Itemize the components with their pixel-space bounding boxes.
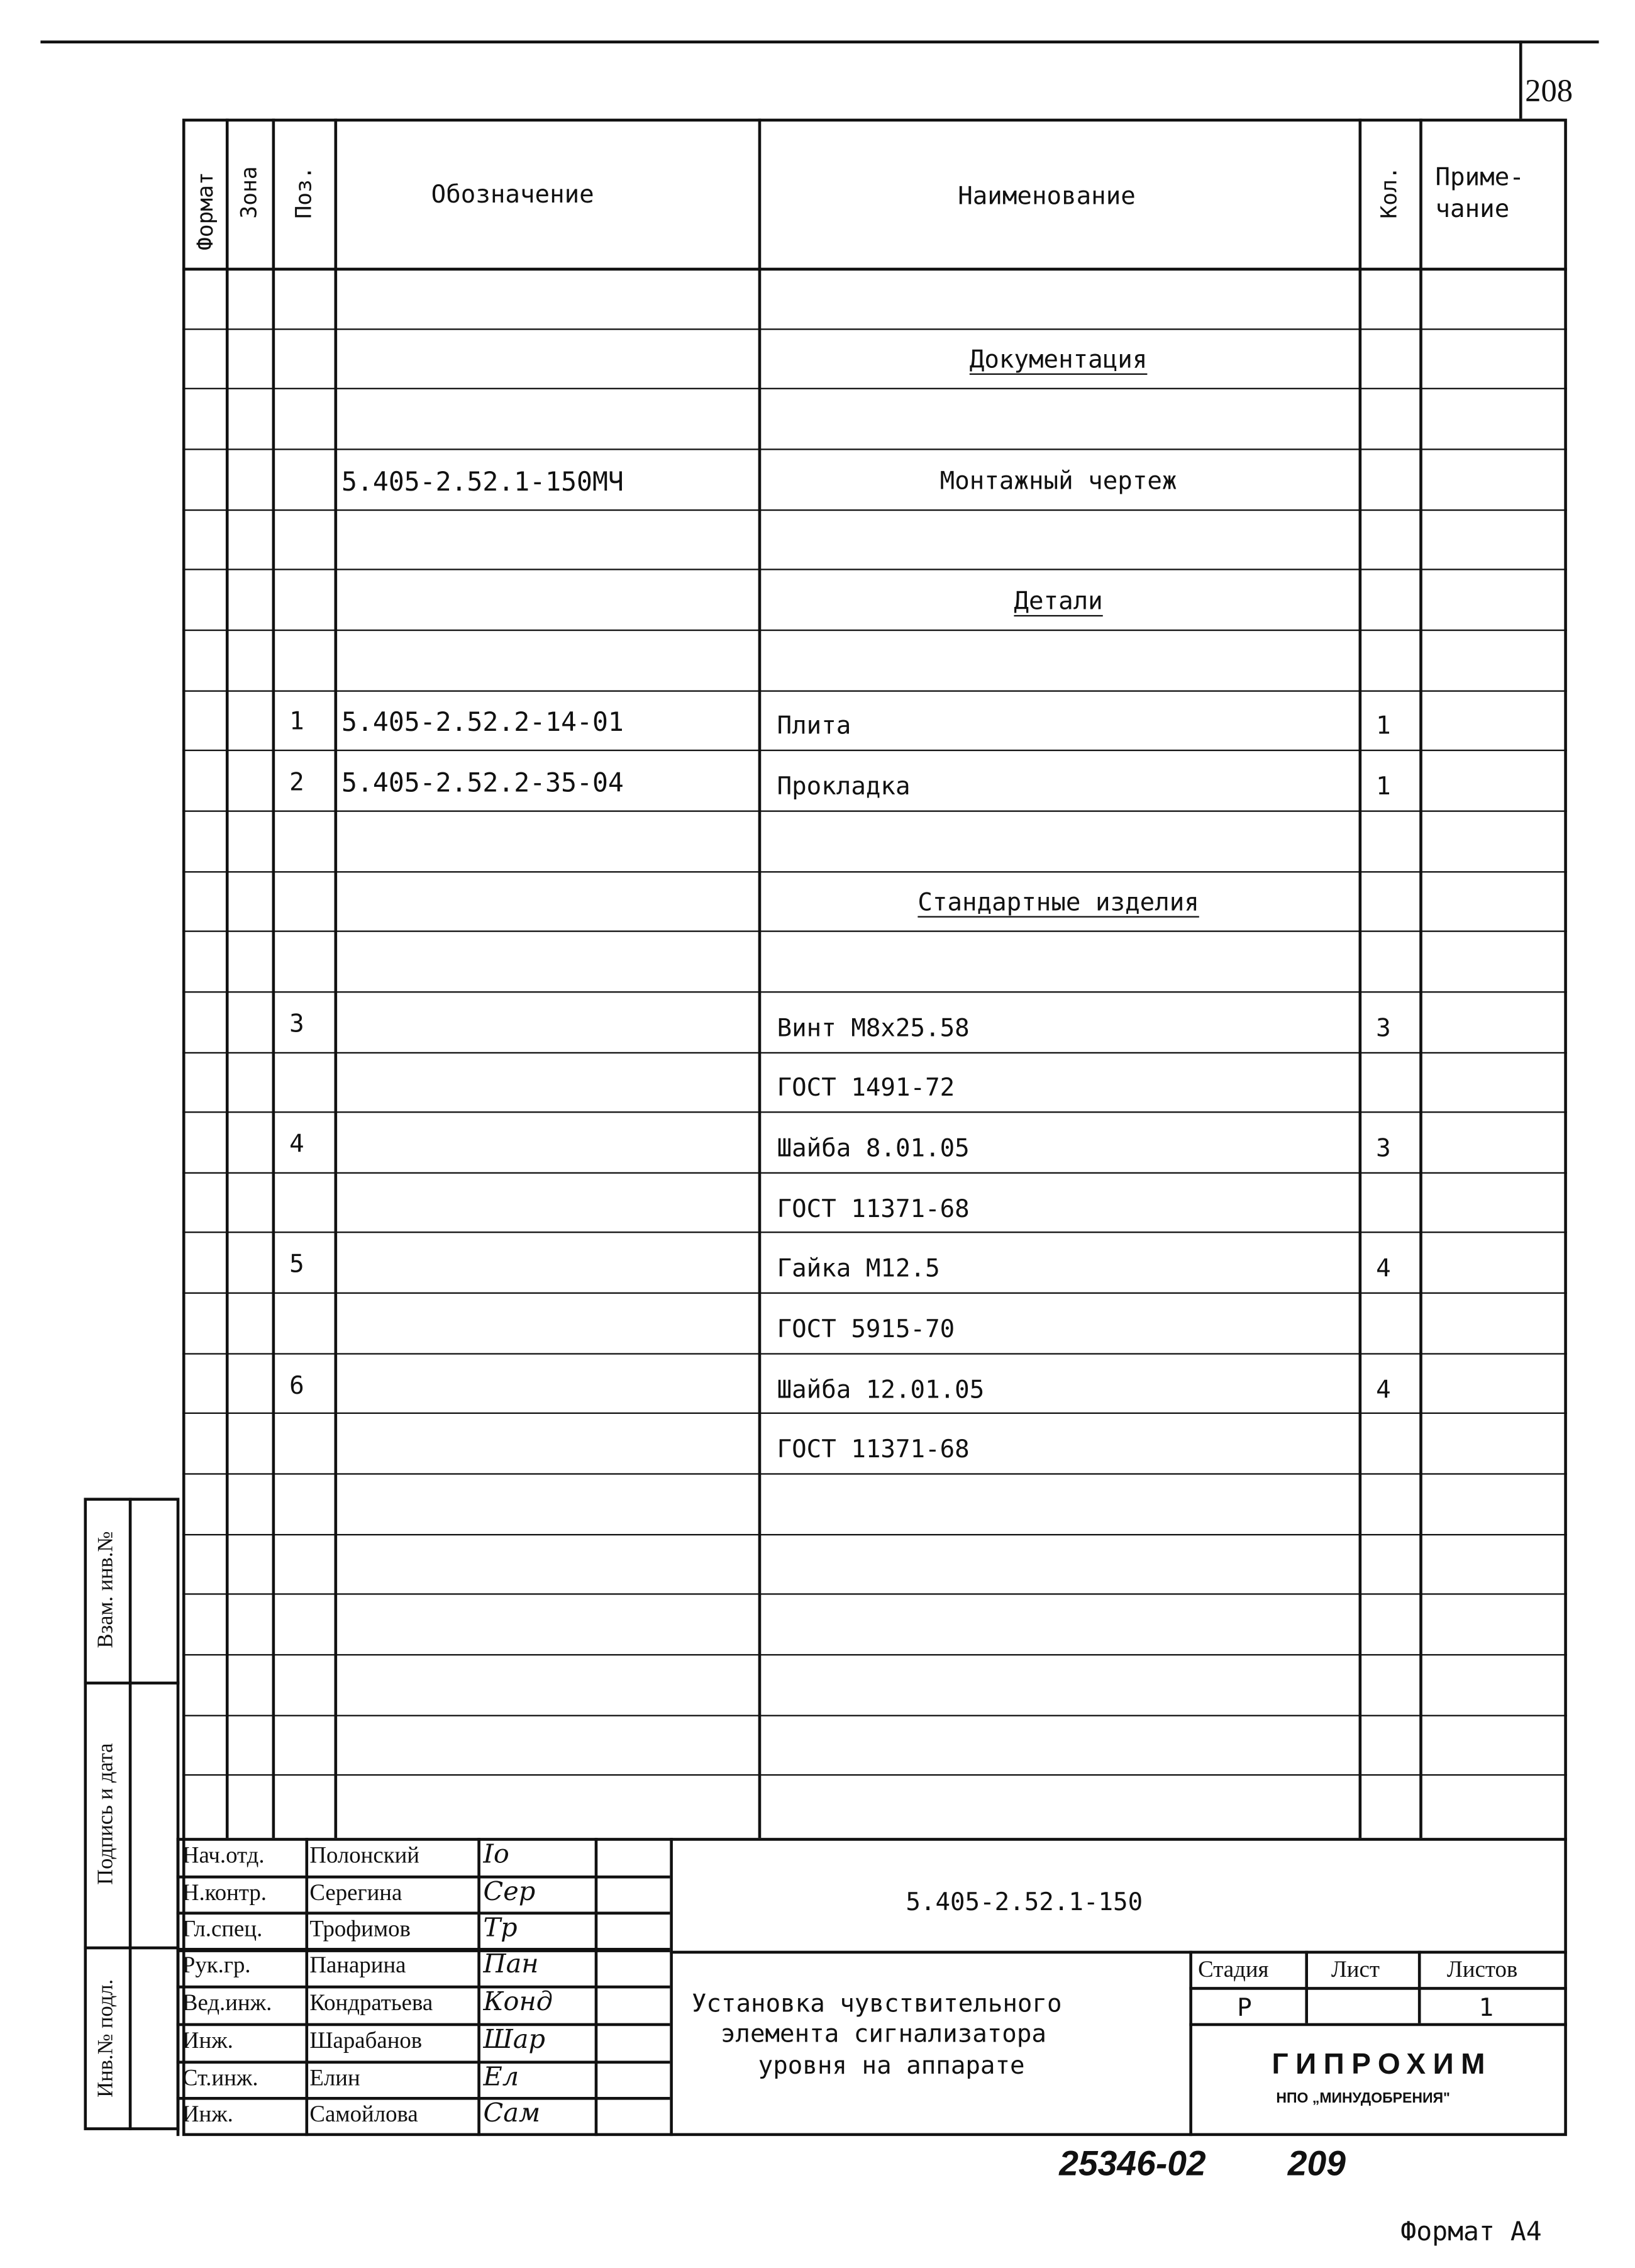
- row-qty: 4: [1376, 1376, 1391, 1405]
- signature-role: Инж.: [182, 2103, 233, 2128]
- sheet-number-border: [1519, 40, 1522, 118]
- signature-person: Кондратьева: [309, 1991, 433, 2016]
- row-divider: [182, 1232, 1567, 1233]
- signature-row-divider: [177, 2023, 670, 2026]
- row-divider: [182, 1413, 1567, 1415]
- stamp-number: 25346-02: [1059, 2144, 1206, 2184]
- row-divider: [182, 328, 1567, 329]
- row-pos: 2: [289, 768, 304, 798]
- section-heading: Документация: [969, 346, 1148, 376]
- format-label: Формат А4: [1400, 2216, 1542, 2248]
- title-block-line: [1189, 1987, 1567, 1990]
- title-block-line: [670, 1838, 673, 2136]
- row-divider: [182, 1473, 1567, 1474]
- row-divider: [182, 630, 1567, 631]
- title-line-1: Установка чувствительного: [691, 1989, 1062, 2019]
- row-pos: 1: [289, 708, 304, 738]
- row-divider: [182, 1594, 1567, 1595]
- row-name: ГОСТ 5915-70: [777, 1315, 955, 1345]
- signature-person: Елин: [309, 2066, 360, 2091]
- side-strip-divider: [129, 1498, 132, 2130]
- header-qty: Кол.: [1376, 166, 1402, 219]
- row-name: Прокладка: [777, 772, 911, 802]
- signature-person: Панарина: [309, 1954, 406, 1979]
- handwritten-signature: Тр: [483, 1913, 518, 1944]
- row-name: Винт М8х25.58: [777, 1014, 970, 1043]
- signature-role: Гл.спец.: [182, 1917, 263, 1942]
- row-designation: 5.405-2.52.2-14-01: [341, 708, 624, 739]
- signature-person: Трофимов: [309, 1917, 411, 1942]
- org-name: ГИПРОХИМ: [1272, 2049, 1493, 2081]
- row-divider: [182, 1292, 1567, 1294]
- signature-role: Нач.отд.: [182, 1843, 265, 1869]
- header-pos: Поз.: [291, 166, 317, 219]
- stage-value: Р: [1237, 1994, 1252, 2023]
- column-divider: [272, 119, 275, 1838]
- handwritten-signature: Пан: [483, 1949, 539, 1980]
- header-note-1: Приме-: [1435, 164, 1524, 193]
- row-divider: [182, 810, 1567, 811]
- handwritten-signature: Іо: [483, 1839, 509, 1870]
- signature-role: Н.контр.: [182, 1881, 267, 1906]
- row-divider: [182, 931, 1567, 932]
- stamp-page: 209: [1287, 2144, 1346, 2184]
- signature-row-divider: [177, 1986, 670, 1989]
- signature-role: Инж.: [182, 2028, 233, 2054]
- row-name: Шайба 8.01.05: [777, 1134, 970, 1164]
- title-block-line: [1189, 1951, 1192, 2137]
- column-divider: [1419, 119, 1422, 1838]
- row-divider: [182, 388, 1567, 389]
- handwritten-signature: Конд: [483, 1987, 553, 2018]
- row-divider: [182, 569, 1567, 570]
- row-divider: [182, 1052, 1567, 1053]
- signature-row-divider: [177, 2060, 670, 2064]
- signature-row-divider: [177, 1948, 670, 1952]
- stage-label: Стадия: [1198, 1958, 1269, 1983]
- signature-row-divider: [177, 1876, 670, 1879]
- sheet-number: 208: [1525, 72, 1573, 109]
- signature-person: Самойлова: [309, 2103, 418, 2128]
- row-name: Монтажный чертеж: [939, 467, 1177, 496]
- handwritten-signature: Шар: [483, 2024, 545, 2055]
- header-designation: Обозначение: [431, 181, 594, 210]
- row-qty: 3: [1376, 1134, 1391, 1164]
- side-sign-date: Подпись и дата: [94, 1743, 118, 1885]
- row-qty: 1: [1376, 772, 1391, 802]
- signature-person: Серегина: [309, 1881, 402, 1906]
- row-pos: 4: [289, 1130, 304, 1159]
- title-block-top: [177, 1838, 1567, 1841]
- title-line-2: элемента сигнализатора: [720, 2020, 1046, 2050]
- row-divider: [182, 1775, 1567, 1776]
- row-pos: 5: [289, 1250, 304, 1280]
- side-replace-inv: Взам. инв.№: [94, 1531, 118, 1648]
- side-inv-orig: Инв.№ подл.: [94, 1979, 118, 2098]
- header-note-2: чание: [1435, 195, 1510, 225]
- row-divider: [182, 509, 1567, 510]
- column-divider: [1359, 119, 1362, 1838]
- handwritten-signature: Сер: [483, 1877, 536, 1908]
- section-heading: Детали: [1014, 587, 1103, 617]
- org-subtitle: НПО „МИНУДОБРЕНИЯ": [1276, 2091, 1450, 2108]
- row-divider: [182, 1353, 1567, 1354]
- column-divider: [335, 119, 338, 1838]
- document-code: 5.405-2.52.1-150: [906, 1888, 1143, 1918]
- signature-role: Ст.инж.: [182, 2066, 258, 2091]
- row-divider: [182, 870, 1567, 872]
- row-name: Плита: [777, 712, 851, 742]
- row-name: ГОСТ 1491-72: [777, 1074, 955, 1104]
- title-block-line: [1189, 2023, 1567, 2026]
- row-pos: 6: [289, 1371, 304, 1401]
- title-block-line: [670, 1951, 1567, 1954]
- signature-row-divider: [177, 1911, 670, 1915]
- row-divider: [182, 1654, 1567, 1655]
- row-divider: [182, 1111, 1567, 1113]
- row-qty: 3: [1376, 1014, 1391, 1043]
- row-divider: [182, 1715, 1567, 1716]
- row-divider: [182, 690, 1567, 691]
- sheets-value: 1: [1478, 1994, 1494, 2023]
- row-divider: [182, 1533, 1567, 1535]
- header-name: Наименование: [958, 182, 1136, 211]
- handwritten-signature: Ел: [483, 2062, 519, 2093]
- header-format: Формат: [192, 172, 219, 251]
- row-name: Шайба 12.01.05: [777, 1376, 985, 1405]
- row-divider: [182, 991, 1567, 992]
- row-divider: [182, 448, 1567, 450]
- column-divider: [758, 119, 762, 1838]
- title-line-3: уровня на аппарате: [758, 2052, 1025, 2081]
- row-name: Гайка М12.5: [777, 1255, 940, 1284]
- column-divider: [226, 119, 229, 1838]
- row-pos: 3: [289, 1009, 304, 1039]
- row-name: ГОСТ 11371-68: [777, 1194, 970, 1224]
- sheet-label: Лист: [1331, 1958, 1380, 1983]
- signature-row-divider: [177, 2097, 670, 2100]
- top-border: [40, 40, 1599, 43]
- signature-role: Вед.инж.: [182, 1991, 272, 2016]
- sheets-label: Листов: [1446, 1958, 1518, 1983]
- row-designation: 5.405-2.52.1-150МЧ: [341, 467, 624, 498]
- section-heading: Стандартные изделия: [917, 889, 1199, 918]
- row-designation: 5.405-2.52.2-35-04: [341, 768, 624, 799]
- signature-person: Шарабанов: [309, 2028, 423, 2054]
- header-zone: Зона: [236, 166, 262, 219]
- row-qty: 1: [1376, 712, 1391, 742]
- row-divider: [182, 750, 1567, 751]
- signature-person: Полонский: [309, 1843, 420, 1869]
- row-divider: [182, 1172, 1567, 1173]
- signature-role: Рук.гр.: [182, 1954, 251, 1979]
- handwritten-signature: Сам: [483, 2098, 541, 2129]
- row-name: ГОСТ 11371-68: [777, 1436, 970, 1465]
- row-qty: 4: [1376, 1255, 1391, 1284]
